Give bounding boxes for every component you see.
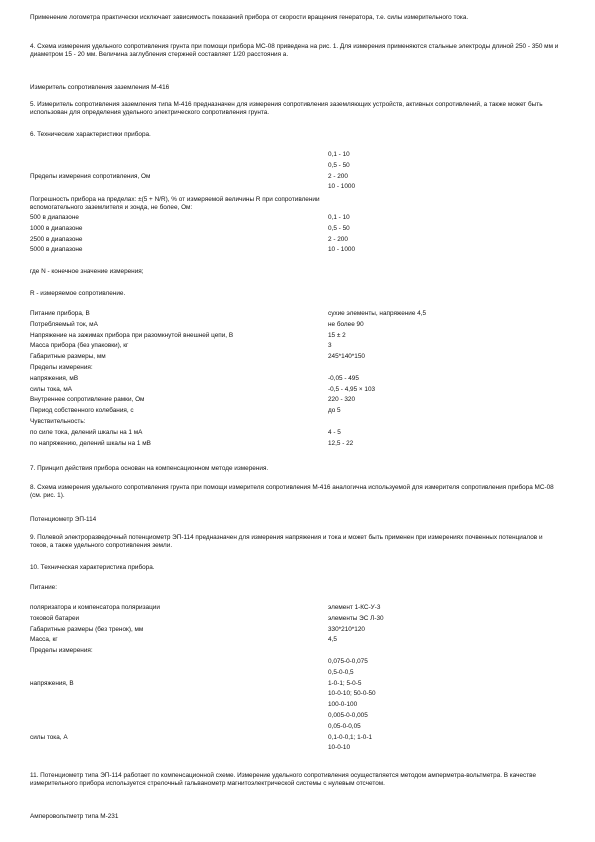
spec-label: Потребляемый ток, мА [30, 320, 98, 328]
paragraph-4: 4. Схема измерения удельного сопротивления грунта при помощи прибора МС-08 приведена на рис. 1. Для измерения применяются стальные электроды длиной 250 - 350 мм и диаметром 15 - 20 мм. Величина заглубления стержней составляет 1/20 расстояния а. [30, 43, 559, 59]
spec-row [30, 396, 500, 407]
voltage-value: 0,05-0-0,05 [328, 722, 361, 730]
spec-label: по силе тока, делений шкалы на 1 мА [30, 428, 143, 436]
paragraph-10: 10. Техническая характеристика прибора. [30, 564, 155, 571]
range-row [30, 162, 500, 173]
error-description: Погрешность прибора на пределах: ±(5 + N/R), % от измеряемой величины R при сопротивлении вспомогательного заземлителя и зонда, не более, Ом: [30, 196, 320, 212]
spec-label: Период собственного колебания, с [30, 407, 134, 415]
voltage-row [30, 680, 500, 691]
spec-row [30, 429, 500, 440]
spec-label: Внутреннее сопротивление рамки, Ом [30, 396, 145, 404]
heading-m231: Амперовольтметр типа М-231 [30, 813, 119, 820]
error-value: 10 - 1000 [328, 246, 356, 254]
error-value: 2 - 200 [328, 235, 348, 243]
current-label: силы тока, А [30, 733, 68, 741]
voltage-value: 1-0-1; 5-0-5 [328, 679, 362, 687]
error-label: 1000 в диапазоне [30, 224, 83, 232]
power-value: элемент 1-КС-У-3 [328, 604, 381, 611]
range-label: Пределы измерения сопротивления, Ом [30, 172, 151, 180]
note-r: R - измеряемое сопротивление. [30, 290, 126, 297]
spec-value: 3 [328, 342, 332, 350]
error-table [30, 214, 500, 257]
voltage-value: 0,075-0-0,075 [328, 657, 368, 665]
paragraph-7: 7. Принцип действия прибора основан на компенсационном методе измерения. [30, 465, 269, 472]
spec-value: -0,05 - 495 [328, 374, 359, 382]
error-row [30, 214, 500, 225]
spec-row [30, 440, 500, 451]
paragraph-11: 11. Потенциометр типа ЭП-114 работает по компенсационной схеме. Измерение удельного сопротивления осуществляется методом амперметра-вольтметра. В качестве измерительного прибора используется стрелочный гальванометр магнитоэлектрической системы с нулевым отсчетом. [30, 772, 537, 788]
power-row [30, 615, 500, 626]
voltage-row [30, 658, 500, 669]
spec-label: Масса прибора (без упаковки), кг [30, 342, 129, 350]
spec-label: Питание прибора, В [30, 310, 90, 317]
spec-row [30, 353, 500, 364]
spec-row [30, 342, 500, 353]
spec-row [30, 310, 500, 321]
paragraph-9: 9. Полевой электроразведочный потенциометр ЭП-114 предназначен для измерения напряжения и тока и может быть применен при измерениях почвенных потенциалов и токов, а также удельного сопротивления земли. [30, 534, 543, 550]
spec-value: сухие элементы, напряжение 4,5 [328, 310, 427, 317]
range-value: 0,1 - 10 [328, 151, 350, 158]
spec-label: по напряжению, делений шкалы на 1 мВ [30, 439, 151, 447]
power-heading: Питание: [30, 584, 58, 591]
voltage-row [30, 669, 500, 680]
range-row [30, 183, 500, 194]
spec-value: 12,5 - 22 [328, 439, 354, 447]
error-row [30, 236, 500, 247]
power-table [30, 604, 500, 755]
current-value: 10-0-10 [328, 744, 351, 752]
paragraph-intro: Применение логометра практически исключает зависимость показаний прибора от скорости вращения генератора, т.е. силы измерительного тока. [30, 14, 469, 21]
range-row [30, 151, 500, 162]
voltage-value: 0,5-0-0,5 [328, 668, 354, 676]
power-label: Габаритные размеры (без тренок), мм [30, 625, 144, 633]
error-value: 0,1 - 10 [328, 214, 350, 221]
voltage-value: 10-0-10; 50-0-50 [328, 690, 376, 698]
power-row [30, 647, 500, 658]
power-label: поляризатора и компенсатора поляризации [30, 604, 160, 611]
power-value: 4,5 [328, 636, 337, 644]
paragraph-8: 8. Схема измерения удельного сопротивления грунта при помощи измерителя сопротивления М-416 аналогична используемой для измерителя сопротивления прибора МС-08 (см. рис. 1). [30, 484, 554, 500]
range-value: 0,5 - 50 [328, 161, 350, 169]
spec-value: 220 - 320 [328, 396, 356, 404]
voltage-row [30, 690, 500, 701]
spec-value: до 5 [328, 407, 341, 415]
spec-row [30, 386, 500, 397]
note-n: где N - конечное значение измерения; [30, 268, 144, 275]
error-label: 5000 в диапазоне [30, 246, 83, 254]
range-row [30, 173, 500, 184]
voltage-label: напряжения, В [30, 679, 74, 687]
paragraph-5: 5. Измеритель сопротивления заземления типа М-416 предназначен для измерения сопротивления заземляющих устройств, активных сопротивлений, а также может быть использован для определения удельного электрического сопротивления грунта. [30, 101, 543, 117]
current-row [30, 744, 500, 755]
spec-value: 4 - 5 [328, 428, 341, 436]
error-label: 500 в диапазоне [30, 214, 79, 221]
heading-m416: Измеритель сопротивления заземления М-416 [30, 84, 170, 91]
range-value: 10 - 1000 [328, 183, 356, 191]
range-value: 2 - 200 [328, 172, 348, 180]
spec-row [30, 418, 500, 429]
power-row [30, 626, 500, 637]
spec-value: -0,5 - 4,95 × 103 [328, 385, 376, 393]
spec-value: 15 ± 2 [328, 331, 346, 339]
voltage-row [30, 712, 500, 723]
spec-row [30, 375, 500, 386]
spec-label: Пределы измерения: [30, 363, 93, 371]
voltage-value: 100-0-100 [328, 701, 358, 709]
spec-label: силы тока, мА [30, 385, 72, 393]
power-value: элементы ЭС Л-30 [328, 614, 384, 622]
power-row [30, 604, 500, 615]
power-label: токовой батареи [30, 614, 80, 622]
spec-row [30, 364, 500, 375]
voltage-row [30, 723, 500, 734]
error-label: 2500 в диапазоне [30, 235, 83, 243]
power-label: Пределы измерения: [30, 647, 93, 655]
ranges-table [30, 151, 500, 194]
power-label: Масса, кг [30, 636, 58, 644]
power-row [30, 636, 500, 647]
spec-label: Напряжение на зажимах прибора при разомкнутой внешней цепи, В [30, 331, 234, 339]
specs-table [30, 310, 500, 450]
spec-row [30, 332, 500, 343]
voltage-value: 0,005-0-0,005 [328, 711, 368, 719]
spec-label: напряжения, мВ [30, 374, 79, 382]
error-row [30, 225, 500, 236]
power-value: 330*210*120 [328, 625, 365, 633]
spec-label: Габаритные размеры, мм [30, 353, 106, 361]
voltage-row [30, 701, 500, 712]
error-row [30, 246, 500, 257]
error-value: 0,5 - 50 [328, 224, 350, 232]
current-value: 0,1-0-0,1; 1-0-1 [328, 733, 373, 741]
spec-value: 245*140*150 [328, 353, 365, 361]
spec-value: не более 90 [328, 320, 364, 328]
spec-row [30, 407, 500, 418]
spec-label: Чувствительность: [30, 417, 86, 425]
spec-row [30, 321, 500, 332]
heading-ep114: Потенциометр ЭП-114 [30, 516, 97, 523]
current-row [30, 734, 500, 745]
paragraph-6: 6. Технические характеристики прибора. [30, 131, 151, 138]
